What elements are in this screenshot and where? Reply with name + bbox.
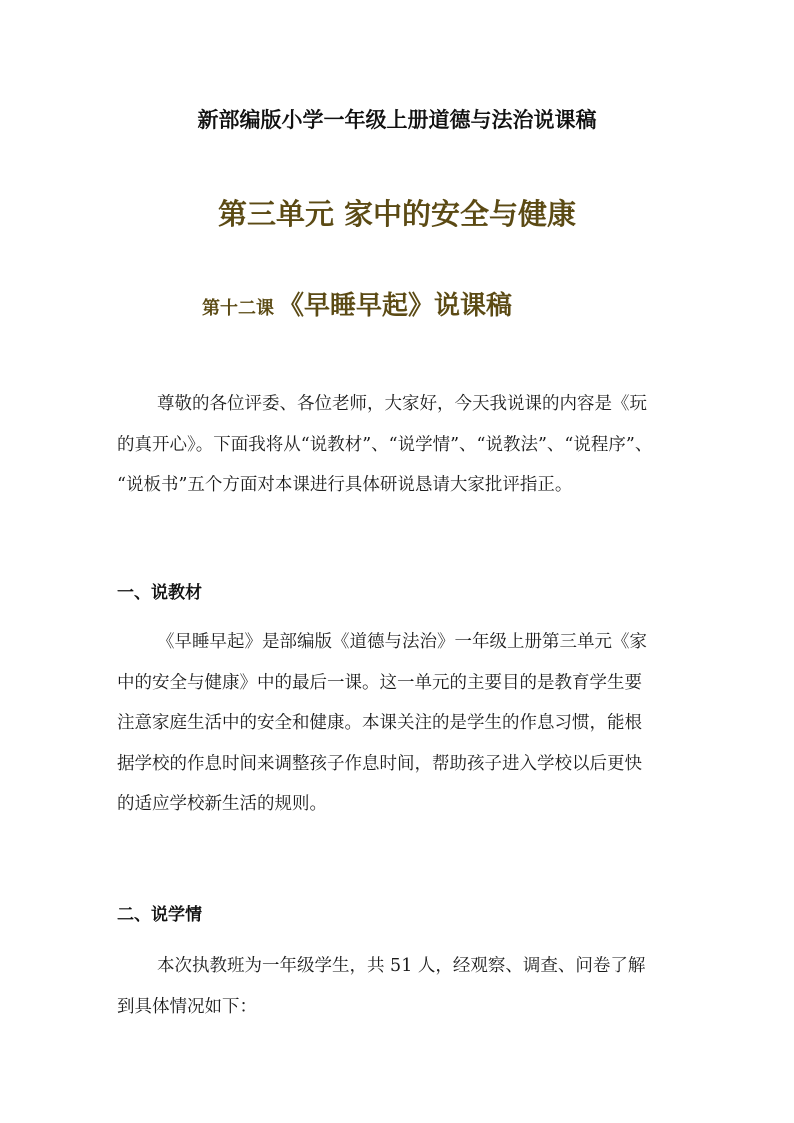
paragraph-line: 本次执教班为一年级学生，共 51 人，经观察、调查、问卷了解 [157, 956, 646, 976]
intro-paragraph [117, 384, 697, 506]
paragraph-line: 的适应学校新生活的规则。 [117, 794, 327, 814]
unit-title: 第三单元 家中的安全与健康 [217, 197, 577, 231]
section-heading-students: 二、说学情 [117, 905, 202, 925]
paragraph-line: 注意家庭生活中的安全和健康。本课关注的是学生的作息习惯，能根 [117, 713, 642, 733]
paragraph-line: 中的安全与健康》中的最后一课。这一单元的主要目的是教育学生要 [117, 672, 642, 693]
paragraph-line: 据学校的作息时间来调整孩子作息时间，帮助孩子进入学校以后更快 [117, 753, 642, 774]
paragraph-line: 到具体情况如下： [117, 996, 257, 1017]
paragraph-line: “说板书”五个方面对本课进行具体研说恳请大家批评指正。 [117, 475, 573, 495]
lesson-name: 《早睡早起》说课稿 [278, 291, 513, 321]
document-title: 新部编版小学一年级上册道德与法治说课稿 [197, 107, 597, 132]
section-heading-textbook: 一、说教材 [117, 583, 202, 603]
paragraph-line: 的真开心》。下面我将从“说教材”、“说学情”、“说教法”、“说程序”、 [117, 434, 653, 455]
lesson-number: 第十二课 [202, 298, 274, 319]
section-paragraph-students [117, 946, 697, 1027]
lesson-title [202, 285, 512, 322]
section-paragraph-textbook [117, 622, 697, 825]
paragraph-line: 尊敬的各位评委、各位老师，大家好，今天我说课的内容是《玩 [157, 394, 647, 414]
paragraph-line: 《早睡早起》是部编版《道德与法治》一年级上册第三单元《家 [157, 632, 647, 652]
